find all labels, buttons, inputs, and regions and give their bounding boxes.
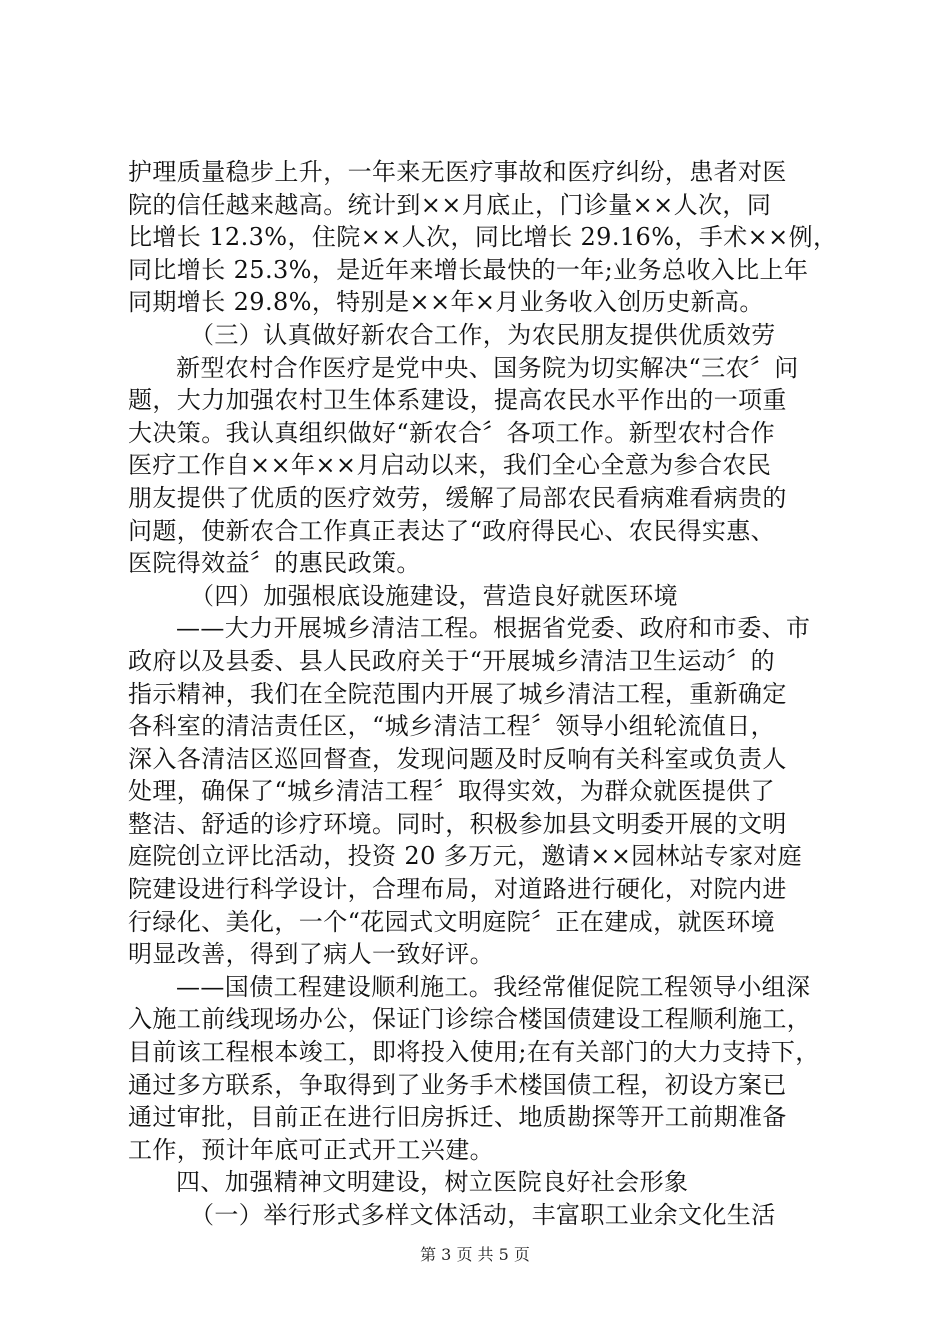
page-number-footer: 第 3 页 共 5 页 [420,1245,530,1264]
text-line: 同期增长 29.8%，特别是××年×月业务收入创历史新高。 [128,288,764,317]
text-line: 院建设进行科学设计，合理布局，对道路进行硬化，对院内进 [128,875,787,904]
text-line: 通过审批，目前正在进行旧房拆迁、地质勘探等开工前期准备 [128,1103,787,1132]
text-line: 新型农村合作医疗是党中央、国务院为切实解决“三农〞问 [176,353,799,382]
text-line: 政府以及县委、县人民政府关于“开展城乡清洁卫生运动〞的 [128,646,776,675]
section-heading: 四、加强精神文明建设，树立医院良好社会形象 [176,1168,689,1197]
text-line: 各科室的清洁责任区，“城乡清洁工程〞领导小组轮流值日， [128,712,776,741]
text-line: 朋友提供了优质的医疗效劳，缓解了局部农民看病难看病贵的 [128,483,787,512]
text-line: 通过多方联系，争取得到了业务手术楼国债工程，初设方案已 [128,1070,787,1099]
text-line: 入施工前线现场办公，保证门诊综合楼国债建设工程顺利施工， [128,1005,812,1034]
text-line: ——大力开展城乡清洁工程。根据省党委、政府和市委、市 [176,614,811,643]
section-heading: （三）认真做好新农合工作，为农民朋友提供优质效劳 [190,320,776,349]
text-line: 深入各清洁区巡回督查，发现问题及时反响有关科室或负责人 [128,744,787,773]
body-text [128,156,838,1232]
text-line: 医院得效益〞的惠民政策。 [128,549,421,578]
text-line: 明显改善，得到了病人一致好评。 [128,940,494,969]
text-line: 行绿化、美化，一个“花园式文明庭院〞正在建成，就医环境 [128,907,776,936]
text-line: 处理，确保了“城乡清洁工程〞取得实效，为群众就医提供了 [128,777,776,806]
text-line: 医疗工作自××年××月启动以来，我们全心全意为参合农民 [128,451,772,480]
section-heading: （四）加强根底设施建设，营造良好就医环境 [190,581,678,610]
text-line: 目前该工程根本竣工，即将投入使用;在有关部门的大力支持下， [128,1038,820,1067]
text-line: 问题，使新农合工作真正表达了“政府得民心、农民得实惠、 [128,516,776,545]
text-line: 题，大力加强农村卫生体系建设，提高农民水平作出的一项重 [128,386,787,415]
text-line: 庭院创立评比活动，投资 20 多万元，邀请××园林站专家对庭 [128,842,803,871]
text-line: 大决策。我认真组织做好“新农合〞各项工作。新型农村合作 [128,418,776,447]
text-line: 护理质量稳步上升，一年来无医疗事故和医疗纠纷，患者对医 [128,158,787,186]
text-line: 比增长 12.3%，住院××人次，同比增长 29.16%，手术××例， [128,223,838,252]
text-line: 工作，预计年底可正式开工兴建。 [128,1135,494,1164]
text-line: 院的信任越来越高。统计到××月底止，门诊量××人次，同 [128,190,772,219]
section-heading: （一）举行形式多样文体活动，丰富职工业余文化生活 [190,1201,776,1229]
text-line: 整洁、舒适的诊疗环境。同时，积极参加县文明委开展的文明 [128,809,787,838]
text-line: 指示精神，我们在全院范围内开展了城乡清洁工程，重新确定 [128,679,787,708]
text-line: 同比增长 25.3%，是近年来增长最快的一年;业务总收入比上年 [128,255,809,284]
text-line: ——国债工程建设顺利施工。我经常催促院工程领导小组深 [176,972,811,1001]
